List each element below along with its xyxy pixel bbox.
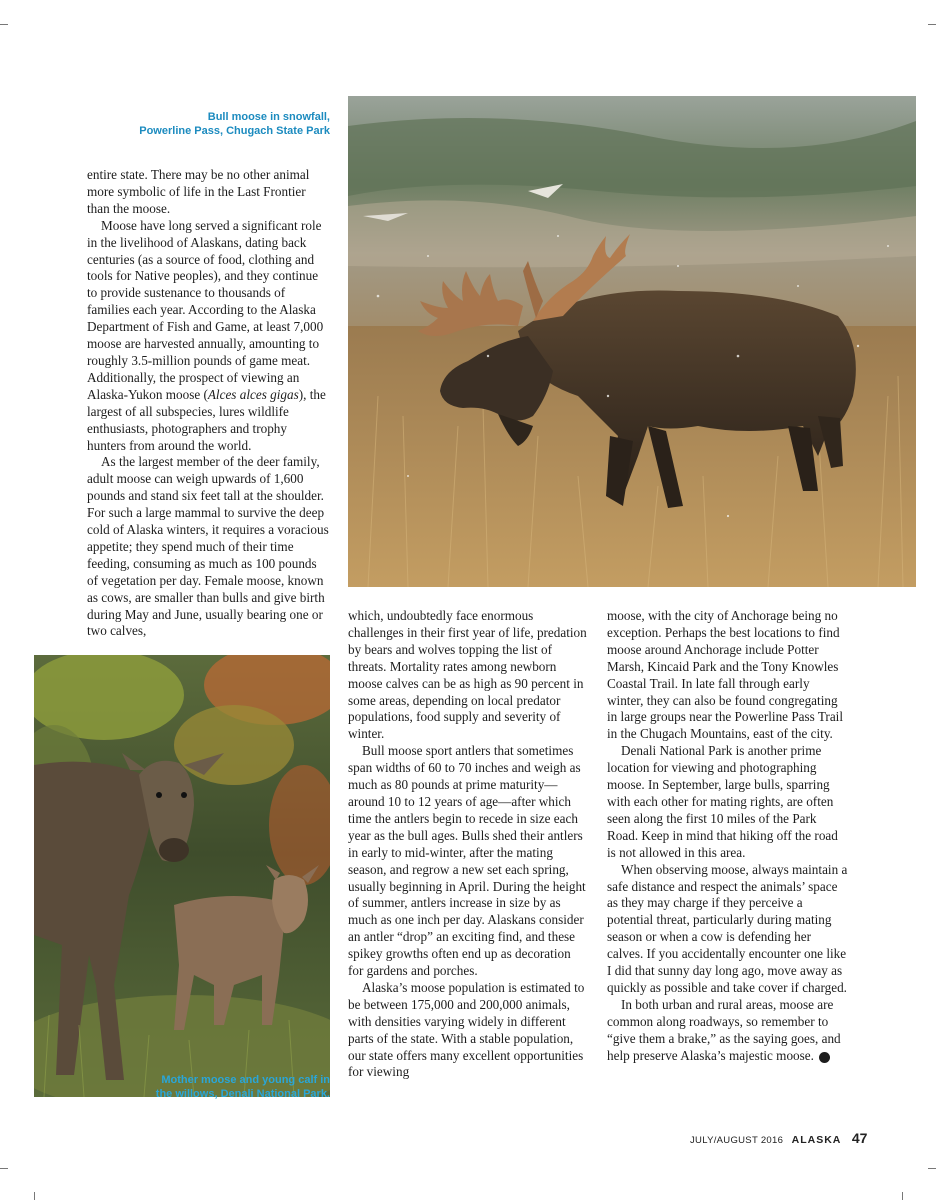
paragraph: Denali National Park is another prime location for viewing and photographing moose. In September, large bulls, sparring with each other for mating rights, are often seen along the first 10 miles of the Park Road. Keep in mind that hiking off the road is not allowed in this area.: [607, 743, 838, 860]
mother-moose-and-calf-photo: [34, 655, 330, 1097]
article-column-2: [348, 608, 589, 1081]
paragraph: As the largest member of the deer family, adult moose can weigh upwards of 1,600 pounds and stand six feet tall at the shoulder. For such a large mammal to survive the deep cold of Alaska winters, it requires a voracious appetite; they spend much of their time feeding, consuming as much as 100 pounds of vegetation per day. Female moose, known as cows, are smaller than bulls and give birth during May and June, usually bearing one or two calves,: [87, 454, 329, 639]
caption-line: Powerline Pass, Chugach State Park: [139, 125, 330, 137]
paragraph: When observing moose, always maintain a safe distance and respect the animals’ space as they may charge if they perceive a potential threat, particularly during mating season or when a cow is defending her calves. If you accidentally encounter one like I did that sunny day long ago, move away as quickly as possible and take cover if charged.: [607, 861, 848, 995]
text-run: Moose have long served a significant role in the livelihood of Alaskans, dating back centuries (as a source of food, clothing and tools for Native peoples), and they continue to provide sustenance to thousands of families each year. According to the Alaska Department of Fish and Game, at least 7,000 moose are harvested annually, amounting to roughly 3.5-million pounds of game meat. Additionally, the prospect of viewing an Alaska-Yukon moose (: [87, 217, 324, 402]
paragraph: moose, with the city of Anchorage being no exception. Perhaps the best locations to find moose around Anchorage include Potter Marsh, Kincaid Park and the Tony Knowles Coastal Trail. In late fall through early winter, they can also be found congregating in large groups near the Powerline Pass Trail in the Chugach Mountains, east of the city.: [607, 608, 844, 742]
paragraph: [607, 997, 848, 1065]
crop-mark: [928, 1168, 936, 1169]
paragraph: entire state. There may be no other animal more symbolic of life in the Last Frontier than the moose.: [87, 167, 310, 216]
text-run: ), the largest of all subspecies, lures wildlife enthusiasts, photographers and trophy hunters from around the world.: [87, 386, 326, 453]
article-column-1: [87, 167, 329, 640]
magazine-name: ALASKA: [791, 1134, 842, 1146]
bull-moose-photo: [348, 96, 916, 587]
crop-mark: [928, 24, 936, 25]
caption-line: Bull moose in snowfall,: [207, 111, 330, 123]
paragraph: which, undoubtedly face enormous challenges in their first year of life, predation by bears and wolves topping the list of threats. Mortality rates among newborn moose calves can be as high as 90 percent in some areas, depending on local predator populations, food supply and severity of winter.: [348, 608, 587, 742]
caption-line: Mother moose and young calf in: [161, 1074, 330, 1086]
end-mark-icon: A: [819, 1052, 830, 1063]
paragraph: [87, 218, 329, 455]
text-run: In both urban and rural areas, moose are common along roadways, so remember to “give them a brake,” as the saying goes, and help preserve Alaska’s majestic moose.: [607, 996, 841, 1063]
crop-mark: [0, 1168, 8, 1169]
species-name: Alces alces gigas: [207, 386, 299, 402]
page-number: 47: [851, 1130, 868, 1146]
crop-mark: [0, 24, 8, 25]
crop-mark: [902, 1192, 903, 1200]
issue-date: JULY/AUGUST 2016: [690, 1135, 784, 1146]
caption-line: the willows, Denali National Park.: [155, 1088, 330, 1100]
paragraph: Alaska’s moose population is estimated to be between 175,000 and 200,000 animals, with densities varying widely in different parts of the state. With a stable population, our state offers many excellent opportunities for viewing: [348, 979, 585, 1080]
page-footer: [690, 1130, 867, 1148]
article-column-3: [607, 608, 848, 1064]
paragraph: Bull moose sport antlers that sometimes span widths of 60 to 70 inches and weigh as much as 80 pounds at prime maturity—around 10 to 12 years of age—after which time the antlers begin to recede in size each year as the bull ages. Bulls shed their antlers in early to mid-winter, after the mating season, and regrow a new set each spring, usually beginning in April. During the height of summer, antlers increase in size by as much as one inch per day. Alaskans consider an antler “drop” an exciting find, and these spikey growths often end up as decoration for gardens and porches.: [348, 743, 586, 979]
photo-caption-bull-moose: [139, 110, 330, 138]
crop-mark: [34, 1192, 35, 1200]
photo-caption-mother-and-calf: [156, 1073, 330, 1101]
